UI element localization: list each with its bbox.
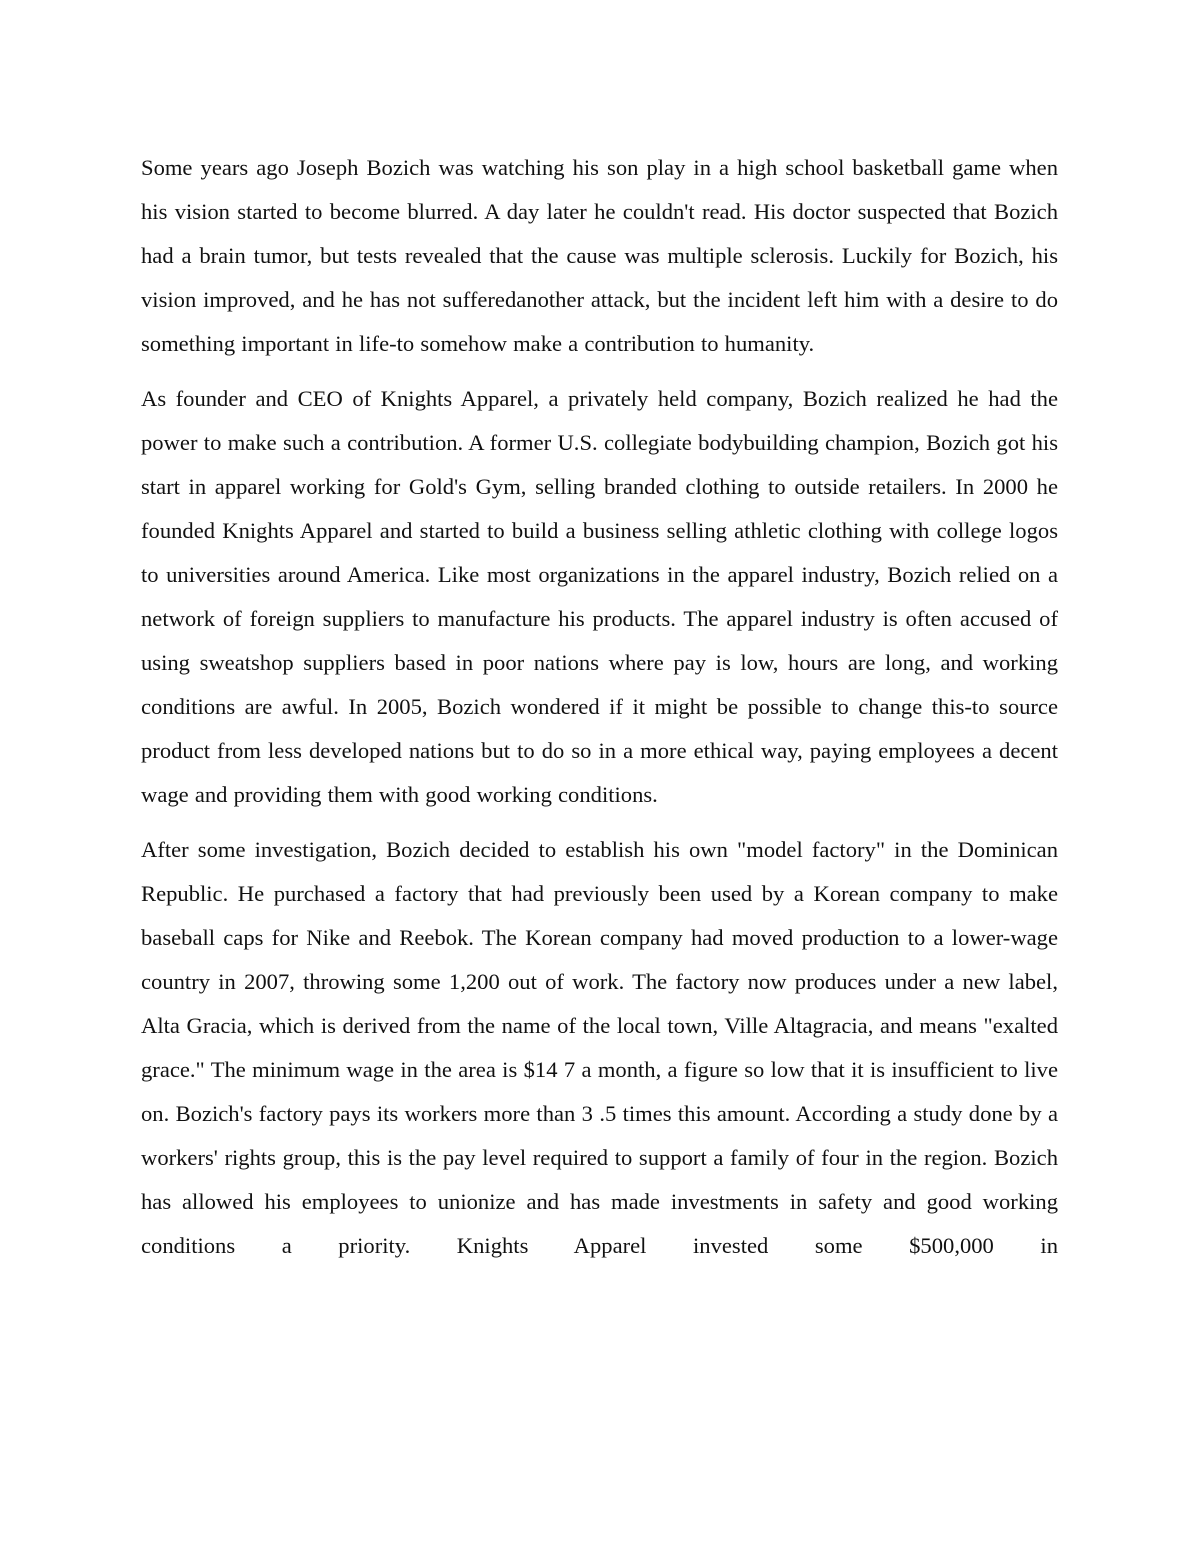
paragraph-2: As founder and CEO of Knights Apparel, a privately held company, Bozich realized he had the power to make such a contribution. A former U.S. collegiate bodybuilding champion, Bozich got his start in apparel working for Gold's Gym, selling branded clothing to outside retailers. In 2000 he founded Knights Apparel and started to build a business selling athletic clothing with college logos to universities around America. Like most organizations in the apparel industry, Bozich relied on a network of foreign suppliers to manufacture his products. The apparel industry is often accused of using sweatshop suppliers based in poor nations where pay is low, hours are long, and working conditions are awful. In 2005, Bozich wondered if it might be possible to change this-to source product from less developed nations but to do so in a more ethical way, paying employees a decent wage and providing them with good working conditions.: [141, 386, 1058, 807]
paragraph-1: Some years ago Joseph Bozich was watching his son play in a high school basketball game when his vision started to become blurred. A day later he couldn't read. His doctor suspected that Bozich had a brain tumor, but tests revealed that the cause was multiple sclerosis. Luckily for Bozich, his vision improved, and he has not sufferedanother attack, but the incident left him with a desire to do something important in life-to somehow make a contribution to humanity.: [141, 155, 1058, 356]
document-body: [141, 146, 1058, 1279]
paragraph-3: After some investigation, Bozich decided to establish his own "model factory" in the Dominican Republic. He purchased a factory that had previously been used by a Korean company to make baseball caps for Nike and Reebok. The Korean company had moved production to a lower-wage country in 2007, throwing some 1,200 out of work. The factory now produces under a new label, Alta Gracia, which is derived from the name of the local town, Ville Altagracia, and means "exalted grace." The minimum wage in the area is $14 7 a month, a figure so low that it is insufficient to live on. Bozich's factory pays its workers more than 3 .5 times this amount. According a study done by a workers' rights group, this is the pay level required to support a family of four in the region. Bozich has allowed his employees to unionize and has made investments in safety and good working conditions a priority. Knights Apparel invested some $500,000 in: [141, 837, 1058, 1258]
